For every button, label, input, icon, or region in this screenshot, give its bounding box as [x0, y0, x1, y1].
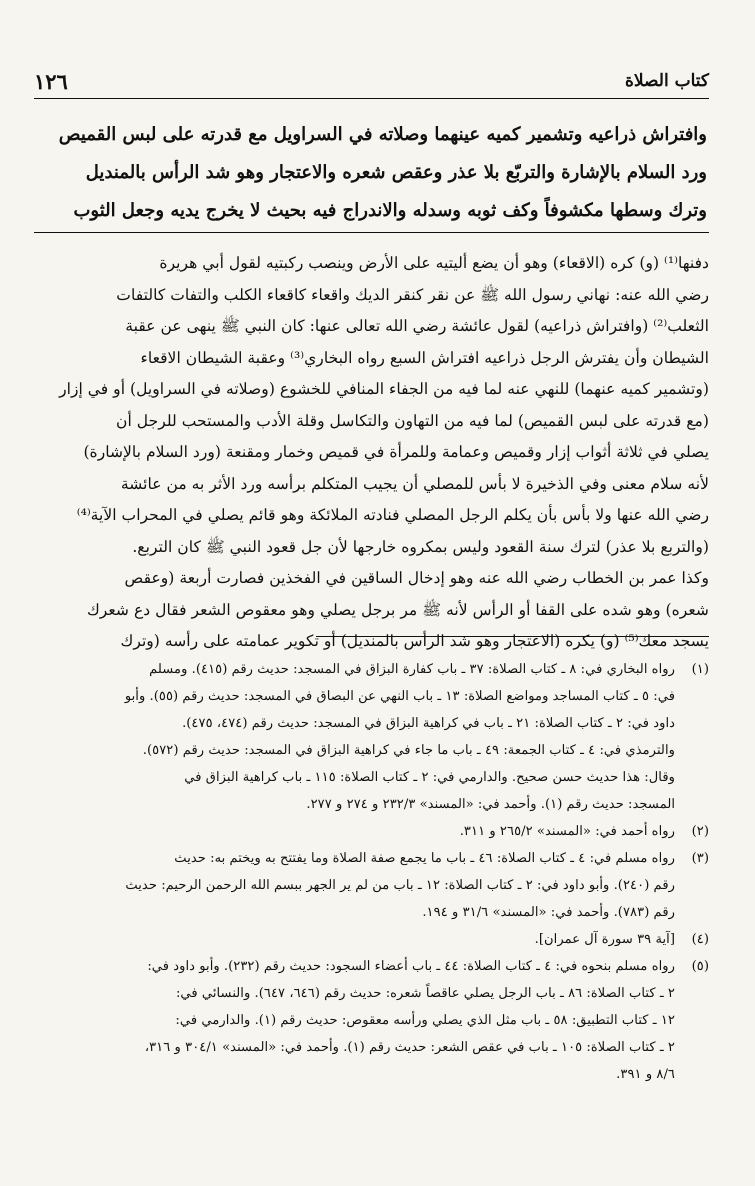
commentary-line: (مع قدرته على لبس القميص) لما فيه من التهاون والتكاسل وقلة الأدب والمستحب للرجل أن	[116, 411, 709, 430]
footnote-number: (٥)	[691, 959, 709, 974]
footnote-line: ٨/٦ و ٣٩١.	[616, 1067, 675, 1082]
footnote	[30, 656, 709, 818]
footnote-line: في: ٥ ـ كتاب المساجد ومواضع الصلاة: ١٣ ـ باب النهي عن البصاق في المسجد: حديث رقم (٥٥). وأبو	[124, 689, 675, 704]
commentary-line: يسجد معك⁽⁵⁾ (و) يكره (الاعتجار وهو شد الرأس بالمنديل) أو تكوير عمامته على رأسه (وترك	[120, 632, 709, 650]
footnote-line: المسجد: حديث رقم (١). وأحمد في: «المسند» ٢٣٢/٣ و ٢٧٤ و ٢٧٧.	[306, 797, 675, 812]
commentary-line: لأنه سلام معنى وفي الذخيرة لا بأس للمصلي أن يجيب المتكلم برأسه ورد الأثر به من عائشة	[120, 474, 709, 493]
footnote-line: رقم (٢٤٠). وأبو داود في: ٢ ـ كتاب الصلاة: ١٢ ـ باب من لم ير الجهر ببسم الله الرحمن الرحيم: حديث	[125, 878, 675, 893]
commentary-line: شعره) وهو شده على القفا أو الرأس لأنه ﷺ مر برجل يصلي وهو معقوص الشعر فقال دع شعرك	[86, 600, 709, 619]
footnote-text	[30, 926, 675, 953]
footnote-number: (٢)	[691, 824, 709, 839]
commentary-line: رضي الله عنه: نهاني رسول الله ﷺ عن نقر كنقر الديك واقعاء كاقعاء الكلب والتفات كالتفات	[116, 285, 709, 304]
footnote-line: وقال: هذا حديث حسن صحيح. والدارمي في: ٢ ـ كتاب الصلاة: ١١٥ ـ باب كراهية البزاق في	[184, 770, 675, 785]
main-text-divider	[34, 232, 709, 233]
footnote-number: (١)	[691, 662, 709, 677]
commentary-line: دفنها⁽¹⁾ (و) كره (الاقعاء) وهو أن يضع أليتيه على الأرض وينصب ركبتيه لقول أبي هريرة	[159, 254, 709, 272]
commentary-line: (وتشمير كميه عنهما) للنهي عنه لما فيه من الجفاء المنافي للخشوع (وصلاته في السراويل) أو في إزار	[59, 380, 709, 398]
footnote-line: [آية ٣٩ سورة آل عمران].	[534, 932, 675, 947]
footnote	[30, 818, 709, 845]
footnote-text	[30, 818, 675, 845]
footnote-text	[30, 953, 675, 1088]
footnote-text	[30, 845, 675, 926]
commentary-line: وكذا عمر بن الخطاب رضي الله عنه وهو إدخال الساقين في الفخذين فصارت أربعة (وعقص	[124, 569, 709, 587]
commentary-line: (والتربع بلا عذر) لترك سنة القعود وليس بمكروه خارجها لأن جل قعود النبي ﷺ كان التربع.	[132, 537, 709, 556]
page-header	[34, 64, 709, 99]
commentary-line: رضي الله عنها ولا بأس بأن يكلم الرجل المصلي فنادته الملائكة وهو قائم يصلي في المحراب الآية⁽⁴⁾	[76, 506, 709, 524]
chapter-title: كتاب الصلاة	[624, 71, 709, 91]
footnote-line: والترمذي في: ٤ ـ كتاب الجمعة: ٤٩ ـ باب ما جاء في كراهية البزاق في المسجد: حديث رقم (٥٧٢).	[142, 743, 675, 758]
footnote	[30, 926, 709, 953]
main-text	[36, 116, 707, 230]
footnote-line: داود في: ٢ ـ كتاب الصلاة: ٢١ ـ باب في كراهية البزاق في المسجد: حديث رقم (٤٧٤، ٤٧٥).	[182, 716, 675, 731]
footnote-divider	[316, 636, 709, 637]
footnote-line: رواه مسلم في: ٤ ـ كتاب الصلاة: ٤٦ ـ باب ما يجمع صفة الصلاة وما يفتتح به ويختم به: حديث	[174, 851, 675, 866]
footnote-line: ١٢ ـ كتاب التطبيق: ٥٨ ـ باب مثل الذي يصلي ورأسه معقوص: حديث رقم (١). والدارمي في:	[175, 1013, 675, 1028]
main-text-line: وترك وسطها مكشوفاً وكف ثوبه وسدله والاندراج فيه بحيث لا يخرج يديه وجعل الثوب	[73, 200, 707, 221]
commentary	[34, 248, 709, 658]
footnote-line: ٢ ـ كتاب الصلاة: ٨٦ ـ باب الرجل يصلي عاقصاً شعره: حديث رقم (٦٤٦، ٦٤٧). والنسائي في:	[175, 986, 675, 1001]
footnote-line: ٢ ـ كتاب الصلاة: ١٠٥ ـ باب في عقص الشعر: حديث رقم (١). وأحمد في: «المسند» ٣٠٤/١ و ٣١٦،	[144, 1040, 675, 1055]
footnote-line: رقم (٧٨٣). وأحمد في: «المسند» ٣١/٦ و ١٩٤.	[422, 905, 675, 920]
page-number: ١٢٦	[34, 68, 68, 94]
footnotes	[30, 656, 709, 1088]
commentary-line: الثعلب⁽²⁾ (وافتراش ذراعيه) لقول عائشة رضي الله تعالى عنها: كان النبي ﷺ ينهى عن عقبة	[125, 317, 709, 335]
footnote-number: (٤)	[691, 932, 709, 947]
footnote	[30, 953, 709, 1088]
commentary-line: يصلي في ثلاثة أثواب إزار وقميص وعمامة وللمرأة في قميص وخمار ومقنعة (ورد السلام بالإشارة)	[83, 443, 709, 461]
footnote-line: رواه أحمد في: «المسند» ٢٦٥/٢ و ٣١١.	[459, 824, 675, 839]
main-text-line: ورد السلام بالإشارة والتربّع بلا عذر وعقص شعره والاعتجار وهو شد الرأس بالمنديل	[85, 162, 707, 183]
footnote-text	[30, 656, 675, 818]
commentary-line: الشيطان وأن يفترش الرجل ذراعيه افتراش السبع رواه البخاري⁽³⁾ وعقبة الشيطان الاقعاء	[140, 348, 709, 367]
main-text-line: وافتراش ذراعيه وتشمير كميه عينهما وصلاته في السراويل مع قدرته على لبس القميص	[58, 124, 707, 145]
footnote-number: (٣)	[691, 851, 709, 866]
footnote-line: رواه البخاري في: ٨ ـ كتاب الصلاة: ٣٧ ـ باب كفارة البزاق في المسجد: حديث رقم (٤١٥). ومسلم	[149, 662, 675, 677]
footnote	[30, 845, 709, 926]
footnote-line: رواه مسلم بنحوه في: ٤ ـ كتاب الصلاة: ٤٤ ـ باب أعضاء السجود: حديث رقم (٢٣٢). وأبو داود في:	[147, 959, 675, 974]
